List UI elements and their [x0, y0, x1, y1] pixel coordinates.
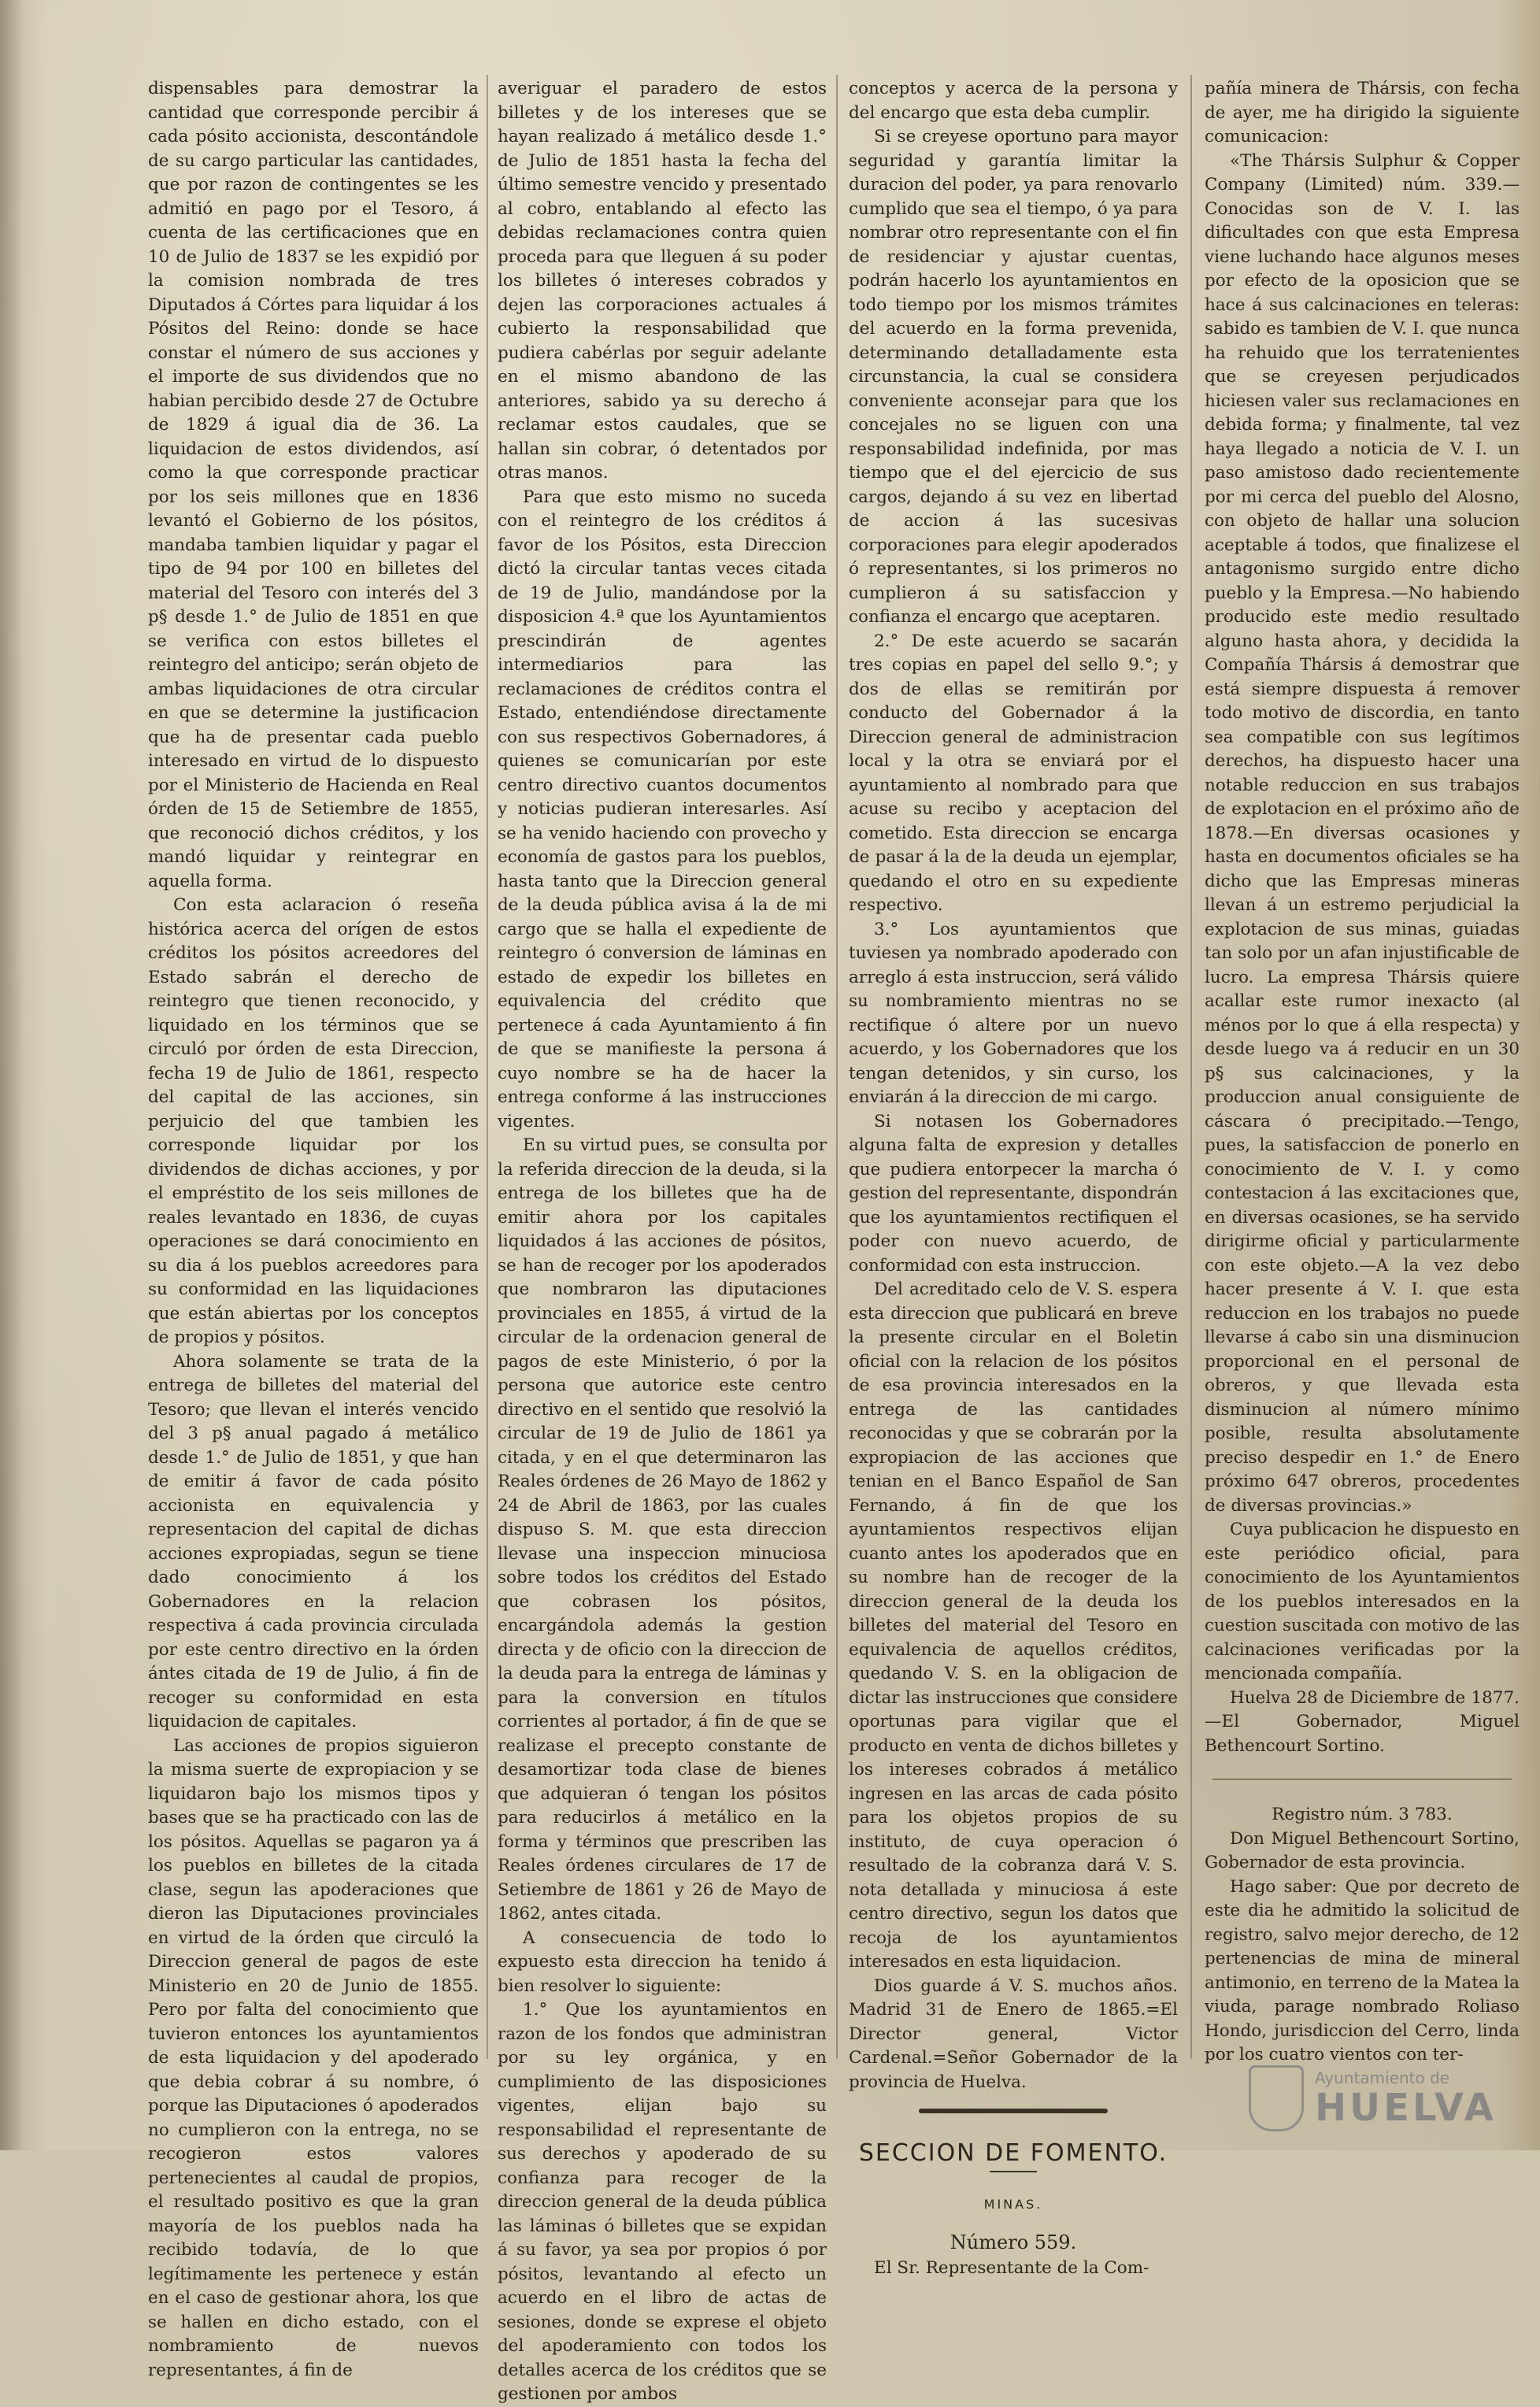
paragraph: dispensables para demostrar la cantidad que corresponde percibir á cada pósito accionista, descontándole de su cargo particular las cantidades, que por razon de contingentes se les admitió en pago por el Tesoro, á cuenta de las certificaciones que en 10 de Julio de 1837 se les expidió por la comision nombrada de tres Diputados á Córtes para liquidar á los Pósitos del Reino: donde se hace constar el número de sus acciones y el importe de sus dividendos que no habian percibido desde 27 de Octubre de 1829 á igual dia de 36. La liquidacion de estos dividendos, así como la que corresponde practicar por los seis millones que en 1836 levantó el Gobierno de los pósitos, mandaba tambien liquidar y pagar el tipo de 94 por 100 en billetes del material del Tesoro con interés del 3 p§ desde 1.° de Julio de 1851 en que se verifica con estos billetes el reintegro del anticipo; serán objeto de ambas liquidaciones de otra circular en que se determine la justificacion que ha de presentar cada pueblo interesado en virtud de lo dispuesto por el Ministerio de Hacienda en Real órden de 15 de Setiembre de 1855, que reconoció dichos créditos, y los mandó liquidar y reintegrar en aquella forma. — [148, 79, 479, 891]
paragraph: Las acciones de propios siguieron la misma suerte de expropiacion y se liquidaron bajo los mismos tipos y bases que se ha practicado con las de los pósitos. Aquellas se pagaron ya á los pueblos en billetes de la citada clase, segun las apoderaciones que dieron las Diputaciones provinciales en virtud de la órden que circuló la Direccion general de pagos de este Ministerio en 20 de Junio de 1855. Pero por falta del conocimiento que tuvieron entonces los ayuntamientos de esta liquidacion y del apoderado que debia cobrar á su nombre, ó porque las Diputaciones ó apoderados no cumplieron con la entrega, no se recogieron estos valores pertenecientes al caudal de propios, el resultado positivo es que la gran mayoría de los pueblos nada ha recibido todavía, de lo que legítimamente les pertenece y están en el caso de gestionar ahora, los que se hallen en dicho estado, con el nombramiento de nuevos representantes, á fin de — [148, 1735, 479, 2380]
paragraph: Hago saber: Que por decreto de este dia he admitido la solicitud de registro, salvo mejor derecho, de 12 pertenencias de mina de mineral antimonio, en terreno de la Matea la viuda, parage nombrado Roliaso Hondo, jurisdiccion del Cerro, linda por los cuatro vientos con ter- — [1205, 1876, 1520, 2064]
section-title: SECCION DE FOMENTO. — [858, 2139, 1168, 2167]
paragraph: Con esta aclaracion ó reseña histórica acerca del orígen de estos créditos los pósitos acreedores del Estado sabrán el derecho de reintegro que tienen reconocido, y liquidado en los términos que se circuló por órden de esta Direccion, fecha 19 de Julio de 1861, respecto del capital de las acciones, sin perjuicio del que tambien les corresponde liquidar por los dividendos de dichas acciones, y por el empréstito de los seis millones de reales levantado en 1836, de cuyas operaciones se dará conocimiento en su dia á los pueblos acreedores para su conformidad en las liquidaciones que están abiertas por los conceptos de propios y pósitos. — [148, 895, 479, 1347]
paragraph: conceptos y acerca de la persona y del encargo que esta deba cumplir. — [849, 79, 1178, 123]
watermark-line-1: Ayuntamiento de — [1315, 2068, 1450, 2087]
paragraph: Don Miguel Bethencourt Sortino, Gobernador de esta provincia. — [1205, 1828, 1520, 1872]
paragraph: «The Thársis Sulphur & Copper Company (Limited) núm. 339.—Conocidas son de V. I. las dificultades con que esta Empresa viene luchando hace algunos meses por efecto de la oposicion que se hace á sus calcinaciones en teleras: sabido es tambien de V. I. que nunca ha rehuido que los terratenientes que se creyesen perjudicados hiciesen valer sus reclamaciones en debida forma; y finalmente, tal vez haya llegado a noticia de V. I. un paso amistoso dado recientemente por mi cerca del pueblo del Alosno, con objeto de hallar una solucion aceptable á todos, que finalizese el antagonismo surgido entre dicho pueblo y la Empresa.—No habiendo producido este medio resultado alguno hasta ahora, y decidida la Compañía Thársis á demostrar que está siempre dispuesta á remover todo motivo de discordia, en tanto sea compatible con sus legítimos derechos, ha dispuesto hacer una notable reduccion en sus trabajos de explotacion en el próximo año de 1878.—En diversas ocasiones y hasta en documentos oficiales se ha dicho que las Empresas mineras llevan á un estremo perjudicial la explotacion de sus minas, guiadas tan solo por un afan injustificable de lucro. La empresa Thársis quiere acallar este rumor inexacto (al ménos por lo que á ella respecta) y desde luego va á reducir en un 30 p§ sus calcinaciones, y la produccion anual consiguiente de cáscara ó precipitado.—Tengo, pues, la satisfaccion de ponerlo en conocimiento de V. I. y como contestacion á las excitaciones que, en diversas ocasiones, se ha servido dirigirme oficial y particularmente con este objeto.—A la vez debo hacer presente á V. I. que esta reduccion en los trabajos no puede llevarse á cabo sin una disminucion proporcional en el personal de obreros, y que llevada esta disminucion al número mínimo posible, resulta absolutamente preciso despedir en 1.° de Enero próximo 647 obreros, procedentes de diversas provincias.» — [1205, 150, 1520, 1516]
paragraph: Cuya publicacion he dispuesto en este periódico oficial, para conocimiento de los Ayuntamientos de los pueblos interesados en la cuestion suscitada con motivo de las calcinaciones verificadas por la mencionada compañía. — [1205, 1520, 1520, 1683]
paragraph: Si notasen los Gobernadores alguna falta de expresion y detalles que pudiera entorpecer la marcha ó gestion del representante, dispondrán que los ayuntamientos rectifiquen el poder con nuevo acuerdo, de conformidad con esta instruccion. — [849, 1111, 1178, 1276]
column-rule-3 — [1190, 75, 1192, 2059]
column-rule-2 — [836, 75, 838, 2059]
column-rule-1 — [487, 75, 488, 2059]
registro-number: Registro núm. 3 783. — [1272, 1805, 1453, 1824]
page-shadow-edge — [0, 0, 24, 2150]
item-number: Número 559. — [950, 2231, 1077, 2253]
section-ornament-rule — [919, 2109, 1108, 2113]
paragraph: Para que esto mismo no suceda con el reintegro de los créditos á favor de los Pósitos, esta Direccion dictó la circular tantas veces citada de 19 de Julio, mandándose por la disposicion 4.ª que los Ayuntamientos prescindirán de agentes intermediarios para las reclamaciones de créditos contra el Estado, entendiéndose directamente con sus respectivos Gobernadores, á quienes se comunicarían por este centro directivo cuantos documentos y noticias pudieran interesarles. Así se ha venido haciendo con provecho y economía de gastos para los pueblos, hasta tanto que la Direccion general de la deuda pública avisa á la de mi cargo que se halla el expediente de reintegro ó conversion de láminas en estado de expedir los billetes en equivalencia del crédito que pertenece á cada Ayuntamiento á fin de que se manifieste la persona á cuyo nombre se ha de hacer la entrega conforme á las instrucciones vigentes. — [498, 487, 827, 1131]
paragraph: pañía minera de Thársis, con fecha de ayer, me ha dirigido la siguiente comunicacion: — [1205, 79, 1520, 146]
short-rule — [990, 2171, 1037, 2172]
paragraph: 3.° Los ayuntamientos que tuviesen ya nombrado apoderado con arreglo á esta instruccion, será válido su nombramiento mientras no se rectifique ó altere por un nuevo acuerdo, y los Gobernadores que los tengan detenidos, y sin curso, los enviarán á la direccion de mi cargo. — [849, 919, 1178, 1107]
paragraph: 2.° De este acuerdo se sacarán tres copias en papel del sello 9.°; y dos de ellas se remitirán por conducto del Gobernador á la Direccion general de administracion local y la otra se enviará por el ayuntamiento al nombrado para que acuse su recibo y aceptacion del cometido. Esta direccion se encarga de pasar á la de la deuda un ejemplar, quedando el otro en su expediente respectivo. — [849, 631, 1178, 915]
paragraph: En su virtud pues, se consulta por la referida direccion de la deuda, si la entrega de los billetes que ha de emitir ahora por los capitales liquidados á las acciones de pósitos, se han de recoger por los apoderados que nombraron las diputaciones provinciales en 1855, á virtud de la circular de la ordenacion general de pagos de este Ministerio, ó por la persona que autorice este centro directivo en el sentido que resolvió la circular de 19 de Julio de 1861 ya citada, y en el que determinaron las Reales órdenes de 26 Mayo de 1862 y 24 de Abril de 1863, por las cuales dispuso S. M. que esta direccion llevase una inspeccion minuciosa sobre todos los créditos del Estado que cobrasen los pósitos, encargándola además la gestion directa y de oficio con la direccion de la deuda para la entrega de láminas y para la conversion en títulos corrientes al portador, á fin de que se realizase el precepto constante de desamortizar toda clase de bienes que adquieran ó tengan los pósitos para reducirlos á metálico en la forma y términos que prescriben las Reales órdenes circulares de 17 de Setiembre de 1861 y 26 de Mayo de 1862, antes citada. — [498, 1135, 827, 1924]
section-subtitle: MINAS. — [983, 2196, 1043, 2212]
column-3 — [849, 77, 1178, 2278]
paragraph: Si se creyese oportuno para mayor seguridad y garantía limitar la duracion del poder, ya para renovarlo cumplido que sea el tiempo, ó ya para nombrar otro representante con el fin de residenciar y ajustar cuentas, podrán hacerlo los ayuntamientos en todo tiempo por los mismos trámites del acuerdo en la forma prevenida, determinando detalladamente esta circunstancia, la cual se considera conveniente aconsejar para que los concejales no se liguen con una responsabilidad indefinida, por mas tiempo que el del ejercicio de sus cargos, dejando á su vez en libertad de accion á las sucesivas corporaciones para elegir apoderados ó representantes, si los primeros no cumplieron á su satisfaccion y confianza el encargo que aceptaren. — [849, 127, 1178, 627]
column-2 — [498, 77, 827, 2404]
signature-line: Huelva 28 de Diciembre de 1877.—El Gobernador, Miguel Bethencourt Sortino. — [1205, 1687, 1520, 1756]
paragraph: averiguar el paradero de estos billetes y de los intereses que se hayan realizado á metálico desde 1.° de Julio de 1851 hasta la fecha del último semestre vencido y presentado al cobro, entablando al efecto las debidas reclamaciones contra quien proceda para que lleguen á su poder los billetes ó intereses cobrados y dejen las corporaciones actuales á cubierto la responsabilidad que pudiera cabérlas por seguir adelante en el mismo abandono de las anteriores, sabido ya su derecho á reclamar estos caudales, que se hallan sin cobrar, ó detentados por otras manos. — [498, 79, 827, 483]
paragraph: Del acreditado celo de V. S. espera esta direccion que publicará en breve la presente circular en el Boletin oficial con la relacion de los pósitos de esa provincia interesados en la entrega de las cantidades reconocidas y que se cobrarán por la expropiacion de las acciones que tenian en el Banco Español de San Fernando, á fin de que los ayuntamientos respectivos elijan cuanto antes los apoderados que en su nombre han de recoger de la direccion general de la deuda los billetes del material del Tesoro en equivalencia de aquellos créditos, quedando V. S. en la obligacion de dictar las instrucciones que considere oportunas para vigilar que el producto en venta de dichos billetes y los intereses cobrados á metálico ingresen en las arcas de cada pósito para los objetos propios de su instituto, de cuya operacion ó resultado de la cobranza dará V. S. nota detallada y minuciosa á este centro directivo, segun los datos que recoja de los ayuntamientos interesados en esta liquidacion. — [849, 1279, 1178, 1972]
paragraph: Dios guarde á V. S. muchos años. Madrid 31 de Enero de 1865.=El Director general, Victor Cardenal.=Señor Gobernador de la provincia de Huelva. — [849, 1976, 1178, 2092]
paragraph: Ahora solamente se trata de la entrega de billetes del material del Tesoro; que llevan el interés vencido del 3 p§ anual pagado á metálico desde 1.° de Julio de 1851, y que han de emitir á favor de cada pósito accionista en equivalencia y representacion del capital de dichas acciones expropiadas, segun se tiene dado conocimiento á los Gobernadores en la relacion respectiva á cada provincia circulada por este centro directivo en la órden ántes citada de 19 de Julio, á fin de recoger su conformidad en esta liquidacion de capitales. — [148, 1351, 479, 1731]
watermark-line-2: HUELVA — [1315, 2086, 1497, 2130]
column-4 — [1205, 77, 1520, 2124]
paragraph: A consecuencia de todo lo expuesto esta direccion ha tenido á bien resolver lo siguiente: — [498, 1927, 827, 1996]
paragraph: 1.° Que los ayuntamientos en razon de los fondos que administran por su ley orgánica, y en cumplimiento de las disposiciones vigentes, elijan bajo su responsabilidad el representante de sus derechos y apoderado de su confianza para recoger de la direccion general de la deuda pública las láminas ó billetes que se expidan á su favor, ya sea por propios ó por pósitos, levantando al efecto un acuerdo en el libro de actas de sesiones, donde se exprese el objeto del apoderamiento con todos los detalles acerca de los créditos que se gestionen por ambos — [498, 2000, 827, 2404]
paragraph: El Sr. Representante de la Com- — [874, 2257, 1149, 2278]
archive-watermark — [1249, 2065, 1509, 2128]
column-1 — [148, 77, 479, 2380]
coat-of-arms-icon — [1249, 2065, 1304, 2131]
